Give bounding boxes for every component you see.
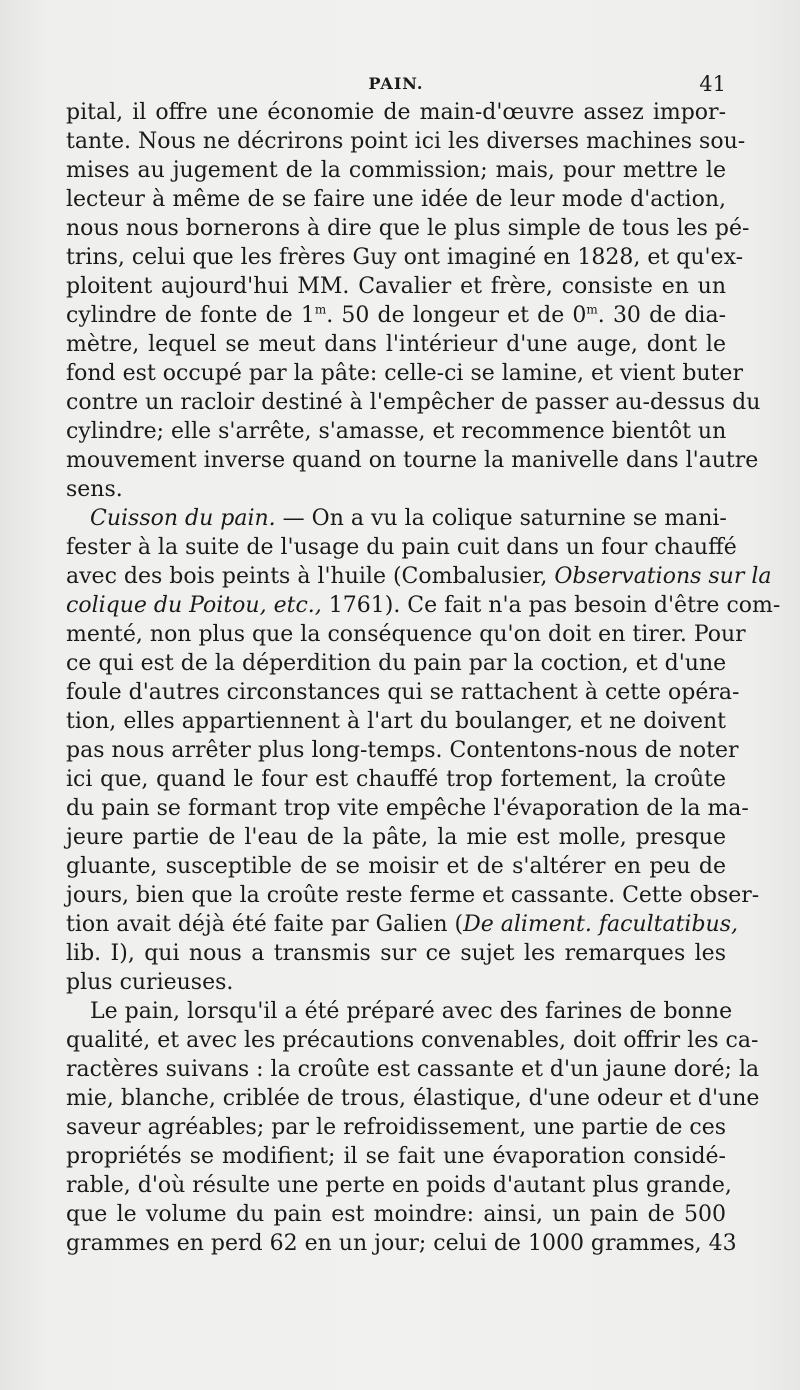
text-line: cylindre; elle s'arrête, s'amasse, et recommence bientôt un [66,419,727,444]
text-line: saveur agréables; par le refroidissement, une partie de ces [66,1115,726,1140]
page-header [66,74,726,100]
text-line: mises au jugement de la commission; mais, pour mettre le [66,158,726,183]
running-head: PAIN. [368,74,424,93]
text-line: fond est occupé par la pâte: celle-ci se lamine, et vient buter [66,361,743,386]
text-line: jours, bien que la croûte reste ferme et cassante. Cette obser- [66,883,760,908]
body-text [66,98,781,1258]
superscript: m [586,302,598,317]
text-fragment: tion avait déjà été faite par Galien ( [66,912,464,937]
text-line: ploitent aujourd'hui MM. Cavalier et frère, consiste en un [66,274,726,299]
text-fragment: cylindre de fonte de 1 [66,303,315,328]
text-line: du pain se formant trop vite empêche l'évaporation de la ma- [66,796,749,821]
text-line: lecteur à même de se faire une idée de leur mode d'action, [66,187,726,212]
text-line: pas nous arrêter plus long-temps. Contentons-nous de noter [66,738,739,763]
citation-title: De aliment. facultatibus, [463,912,738,937]
text-line [66,591,781,620]
text-line: rable, d'où résulte une perte en poids d'autant plus grande, [66,1173,732,1198]
section-title: Cuisson du pain. [90,506,276,531]
text-line: foule d'autres circonstances qui se rattachent à cette opéra- [66,680,740,705]
text-line: sens. [66,477,123,502]
text-fragment: avec des bois peints à l'huile (Combalusier, [66,564,555,589]
text-line: tion, elles appartiennent à l'art du boulanger, et ne doivent [66,709,726,734]
text-line: fester à la suite de l'usage du pain cuit dans un four chauffé [66,535,737,560]
text-line: mouvement inverse quand on tourne la manivelle dans l'autre [66,448,759,473]
text-line: grammes en perd 62 en un jour; celui de 1000 grammes, 43 [66,1231,737,1256]
text-line: pital, il offre une économie de main-d'œuvre assez impor- [66,100,726,125]
text-line [66,301,726,330]
text-fragment: . 50 de longeur et de 0 [326,303,587,328]
text-line: gluante, susceptible de se moisir et de s'altérer en peu de [66,854,726,879]
text-line: que le volume du pain est moindre: ainsi, un pain de 500 [66,1202,726,1227]
text-line: contre un racloir destiné à l'empêcher de passer au-dessus du [66,390,761,415]
text-line: ici que, quand le four est chauffé trop fortement, la croûte [66,767,726,792]
citation-title: Observations sur la [554,564,772,589]
text-line: mie, blanche, criblée de trous, élastique, d'une odeur et d'une [66,1086,760,1111]
text-line [66,910,738,939]
text-line: jeure partie de l'eau de la pâte, la mie est molle, presque [66,825,726,850]
text-line: ractères suivans : la croûte est cassante et d'un jaune doré; la [66,1057,760,1082]
citation-title: colique du Poitou, etc., [66,593,322,618]
text-line: tante. Nous ne décrirons point ici les diverses machines sou- [66,129,746,154]
text-line: qualité, et avec les précautions convenables, doit offrir les ca- [66,1028,759,1053]
superscript: m [314,302,327,317]
section-heading-line [66,504,726,533]
text-fragment: — On a vu la colique saturnine se mani- [275,506,727,531]
text-line: mètre, lequel se meut dans l'intérieur d'une auge, dont le [66,332,726,357]
text-line: lib. I), qui nous a transmis sur ce sujet les remarques les [66,941,726,966]
text-line: ce qui est de la déperdition du pain par la coction, et d'une [66,651,727,676]
text-line: nous nous bornerons à dire que le plus simple de tous les pé- [66,216,750,241]
text-line: menté, non plus que la conséquence qu'on doit en tirer. Pour [66,622,746,647]
page-number: 41 [699,72,726,96]
text-line: propriétés se modifient; il se fait une évaporation considé- [66,1144,726,1169]
text-line: Le pain, lorsqu'il a été préparé avec des farines de bonne [90,999,733,1024]
text-line: trins, celui que les frères Guy ont imaginé en 1828, et qu'ex- [66,245,744,270]
text-line [66,562,772,591]
text-fragment: . 30 de dia- [597,303,727,328]
text-line: plus curieuses. [66,970,234,995]
text-fragment: 1761). Ce fait n'a pas besoin d'être com- [321,593,781,618]
